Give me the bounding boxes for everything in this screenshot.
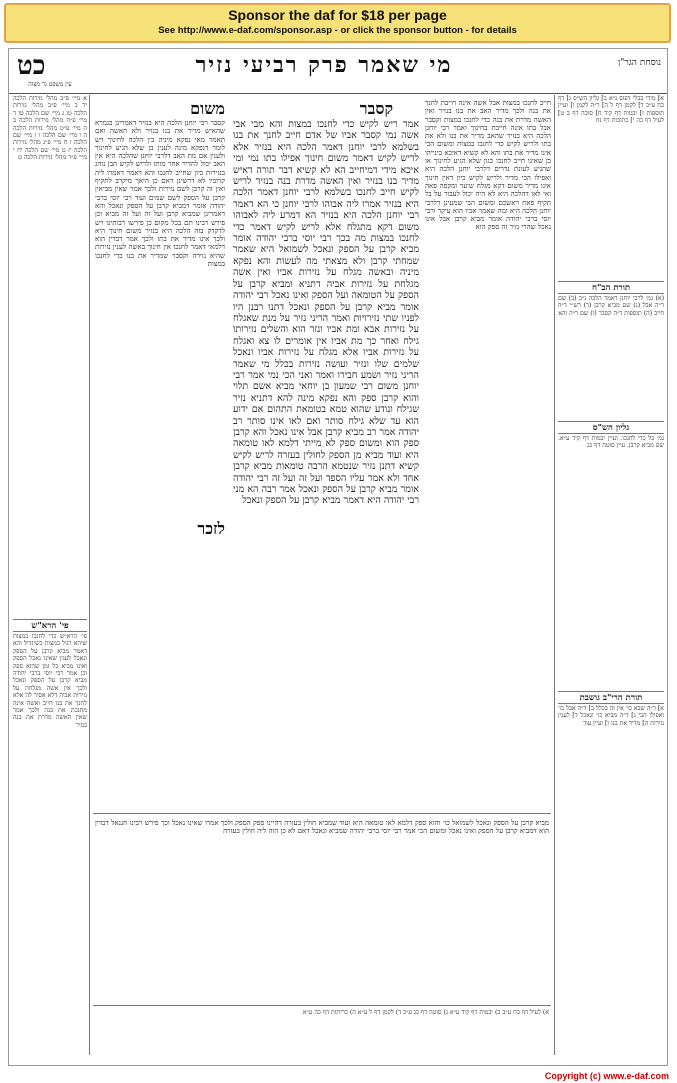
bottom-commentary: מביא קרבן על הספק ונאכל לשמואל כו׳ והוא ספק דלמא לאו טומאה היא ועוד שמביא חולין בעזרה דהיינו ספק הספק ולכך אמרו שאינו נאכל וכך פירש רבינו חננאל דבדין הוא דמביא קרבן על הספק ואינו נאכל ומשום הכי אמר רבי יוסי ברבי יהודה שמביא ונאכל דאם לא כן הוה ליה חולין בעזרה — [95, 819, 549, 836]
copyright-link[interactable]: Copyright (c) www.e-daf.com — [544, 1071, 669, 1081]
page-title: מי שאמר פרק רביעי נזיר — [195, 52, 453, 78]
gilyon-label: גליון הש"ס — [558, 421, 664, 434]
tosafot-keyword-2: לזכר — [197, 519, 225, 538]
ein-mishpat-label: עין משפט נר מצוה — [28, 81, 72, 88]
sponsor-title[interactable]: Sponsor the daf for $18 per page — [228, 7, 447, 23]
gemara-keyword-block — [233, 99, 393, 119]
bottom-rule — [93, 813, 551, 814]
rashi-column: חייב לחנכו במצות אבל אשה אינה חייבת לחנך את בנה ולכך מדיר האב את בנו בנזיר ואין האשה מדרת את בנה כדי לחנכו במצות וקסבר אבל בתו אינה חייבת בחינוך ואמר רבי יוחנן הלכה היא בנזיר שהאב מדיר את בנו ולא את בתו ולריש לקיש כדי לחנכו במצות ומשום הכי אינו מדיר את בתו והא לא קשיא דאיכא בינייהו בן שאינו חייב לחנכו כגון שלא הגיע לחינוך או שהגיע לעונת נדרים דלרבי יוחנן הלכה היא ואפילו הכי מדיר ולריש לקיש כיון דאין חינוך אינו מדיר משום דקא מגלח שיער ומקפה פאה ואי לאו דהלכה היא לא היה יכול לעבור על בל תקיף פאת ראשכם ומשום הכי שמעינן דלרבי יוחנן הלכה היא ומה שאמר אביו הוא עיקר ורבי יוסי ברבי יהודה אומר מביא קרבן אבל אינו נאכל שהרי נזיר זה ספק הוא — [425, 99, 551, 232]
left-divider — [89, 95, 90, 1055]
rabbinu-column: א] ד״ה שבא כו׳ אין זה בכלל ב] ד״ה אבל כו׳ ואפילו הכי ג] ד״ה מביא כו׳ ונאכל ד] לענין נזירות ה] מדיר את בנו ו] ועיין עוד — [558, 705, 664, 727]
page-header — [9, 49, 667, 94]
tosafot-keyword-1: משום — [190, 99, 225, 118]
sponsor-subtitle[interactable]: See http://www.e-daf.com/sponsor.asp - or click the sponsor button - for details — [158, 25, 517, 36]
variants-column: א] מידי בבלי דפוס נ״א ב] גליון הש״ס ג] דף כח ע״ב ד] לקמן דף ל ה] ר״ה לקמן ו] ועיין תוספות ז] יבמות דף קיד ח] סוכה דף ב ט] לעיל דף כה י] כתובות דף נח — [558, 95, 664, 125]
masoret-label: תורת הב"ח — [558, 281, 664, 294]
sponsor-banner[interactable] — [4, 3, 671, 43]
talmud-page — [8, 48, 668, 1066]
rabbinu-label: תורת הרי"ב גושבת — [558, 691, 664, 704]
masoret-column: (א) גמ׳ לרבי יוחנן דאמר הלכה נ״ב (ב) שם ר״ה אבל (ג) שם מביא קרבן (ד) רש״י ד״ה חייב (ה) תוספות ד״ה קסבר (ו) שם ר״ה והא — [558, 295, 664, 317]
page-number: כט — [17, 51, 46, 81]
right-divider — [554, 95, 555, 1055]
tosafot-keyword-block — [95, 519, 225, 539]
gemara-keyword-1: קסבר — [359, 99, 393, 118]
gemara-main-text: אמר ריש לקיש כדי לחנכו במצות והא מבי אבי אשה נמי קסבר אביו של אדם חייב לחנך את בנו בשלמא לרבי יוחנן דאמר הלכה היא בנזיר אלא לריש לקיש דאמר משום חינוך אפילו בתו נמי ומי איכא מידי דמיחייב הא לא קשיא דבר תורה דאיש מדיר בנו בנזיר ואין האשה מדרת בנה בנזיר לריש לקיש חייב לחנכו בשלמא לרבי יוחנן דאמר הלכה היא בנזיר אמרו ליה אבוהו לרבי יוחנן כי הא דאמר רבי יוחנן הלכה היא בנזיר הא דמרע ליה לאבוהו משום דקא מתגלח אלא לריש לקיש דאמר כדי לחנכו במצות מה בכך רבי יוסי ברבי יהודה אומר מביא קרבן על הספק ונאכל לשמואל היא שאמר שמחתי קרבן ולא מצאתי מה לעשות והא נפקא מיניה ובאשה מגלח על נזירות אביו ואין אשה מגלחת על נזירות אביה דתניא ומביא קרבן על הספק על הטומאה ועל הספק ואינו נאכל רבי יהודה אומר מביא קרבן על הספק ונאכל דתנו רבנן היו לפניו שתי נזירויות ואמר הריני נזיר על מנת שאגלח על נזירות אבא ומת אביו ונזר הוא והשלים נזירותו גילח ואחר כך מת אביו אין אומרים לו צא ואגלח על נזירות אביו אלא מגלח על נזירות אביו ונאכל שלמים שלו ונזיר ועושה נזירות בכלל מי שאמר הריני נזיר ושמע חבירו ואמר ואני הכי נמי אמר רבי יוחנן משום רבי שמעון בן יוחאי מביא אשם תלוי והוא קרבן ספק והא נפקא מינה להא דתניא נזיר שגילח ונודע שהוא טמא בטומאת התהום אם ידוע הוא עד שלא גילח סותר ואם לאו אינו סותר רב יהודה אמר רב מביא קרבן אבל אינו נאכל והא קרבן ספק הוא ומשום ספק לא מייתי דלמא לאו טומאה היא ועוד מביא מן הספק לחולין בעזרה לריש לקיש קשיא דתנן נזיר שנטמא הרבה טומאות מביא קרבן אחד ולא אמר עליו הספד ועל זה ועל זה רבי יהודה אומר מביא קרבן על הספק ונאכל אמר רבה הא מני רבי יהודה היא דאמר מביא קרבן על הספק ונאכל — [233, 119, 419, 507]
ein-mishpat-column: א מיי׳ פ״ב מהל׳ נזירות הלכה יד ב מיי׳ פ״ב מהל׳ נזירות הלכה טו ג מיי׳ שם הלכה טז ד מיי׳ פ״ח מהל׳ נזירות הלכה ב ה מיי׳ פ״ט מהל׳ נזירות הלכה ה ו מיי׳ שם הלכה ו ז מיי׳ שם הלכה ז ח מיי׳ פ״ג מהל׳ נזירות הלכה יז ט מיי׳ שם הלכה יח י מיי׳ פ״ד מהל׳ נזירות הלכה ט — [13, 95, 87, 162]
tosafot-keywords — [95, 99, 225, 119]
tosafot-column: קסבר רבי יוחנן הלכה היא בנזיר דאמרינן בגמרא שהאיש מדיר את בנו בנזיר ולא האשה ואם תאמר מאי נפקא מיניה בין הלכה לחינוך ויש לומר דנפקא מינה לענין בן שלא הגיע לחינוך ולענין אם מת האב דלרבי יוחנן שהלכה היא אין האב יכול להדיר אחר מותו ולריש לקיש הבן נוהג בנזירות כיון שחייב לחנכו והא דאמר דאמרו ליה קרוביו לא דרשינן דאם כן היאך מיקרב לתקיף ואין זה קרבן לשם נזירות ולכך אמר שאין מביאין קרבן על הספק לשם שמים ועוד רבי יוסי ברבי יהודה אומר דמביא קרבן על הספק ונאכל והא דאמרינן שמביא קרבן ועל זה ועל זה מביא וכן פירש רבינו תם בכל מקום כן פירשו רבותינו ויש לדקדק בזה הלכה היא בנזיר משום חינוך היא ולכך אינו מדיר את בתו ולכך אמר דבדין הוא דלמאי דאמר לחנכו אין חינוך באשה לענין נזירות שהיא נזירה וקסבר שמדיר את בנו כדי לחנכו במצות — [95, 119, 225, 269]
footnotes: א) לעיל דף כח ע״ב ב) יבמות דף קיד ע״א ג) סוטה דף כג ע״ב ד) לקמן דף ל ע״א ה) כריתות דף כה ע״א — [302, 1009, 549, 1016]
footnote-rule — [93, 1005, 551, 1006]
rosh-label: פי' הרא"ש — [13, 619, 87, 632]
gilyon-column: גמ׳ כל כדי לחנכו. ועיין יבמות דף קיד ע״א. שם מביא קרבן. עיין סוטה דף כג — [558, 435, 664, 450]
variants-label: נוסחת הגר"ן — [617, 58, 661, 68]
rosh-column: פי׳ הרא״ש כדי לחנכו במצות שיהא רגיל במצות כשיגדיל והא דאמר מביא קרבן על הספק ונאכל לענין שאינו נאכל הספק ואינו מביא כל זמן שהוא ספק וכן אמר רבי יוסי ברבי יהודה מביא קרבן על הספק ונאכל ולכך אין אשה מגלחת על נזירות אביה דלא אסיר לה אלא לחנך את בנו חייב ואשה אינה מחנכת את בנה ולכך אמר שאין האשה מדרת את בנה בנזיר — [13, 633, 87, 729]
